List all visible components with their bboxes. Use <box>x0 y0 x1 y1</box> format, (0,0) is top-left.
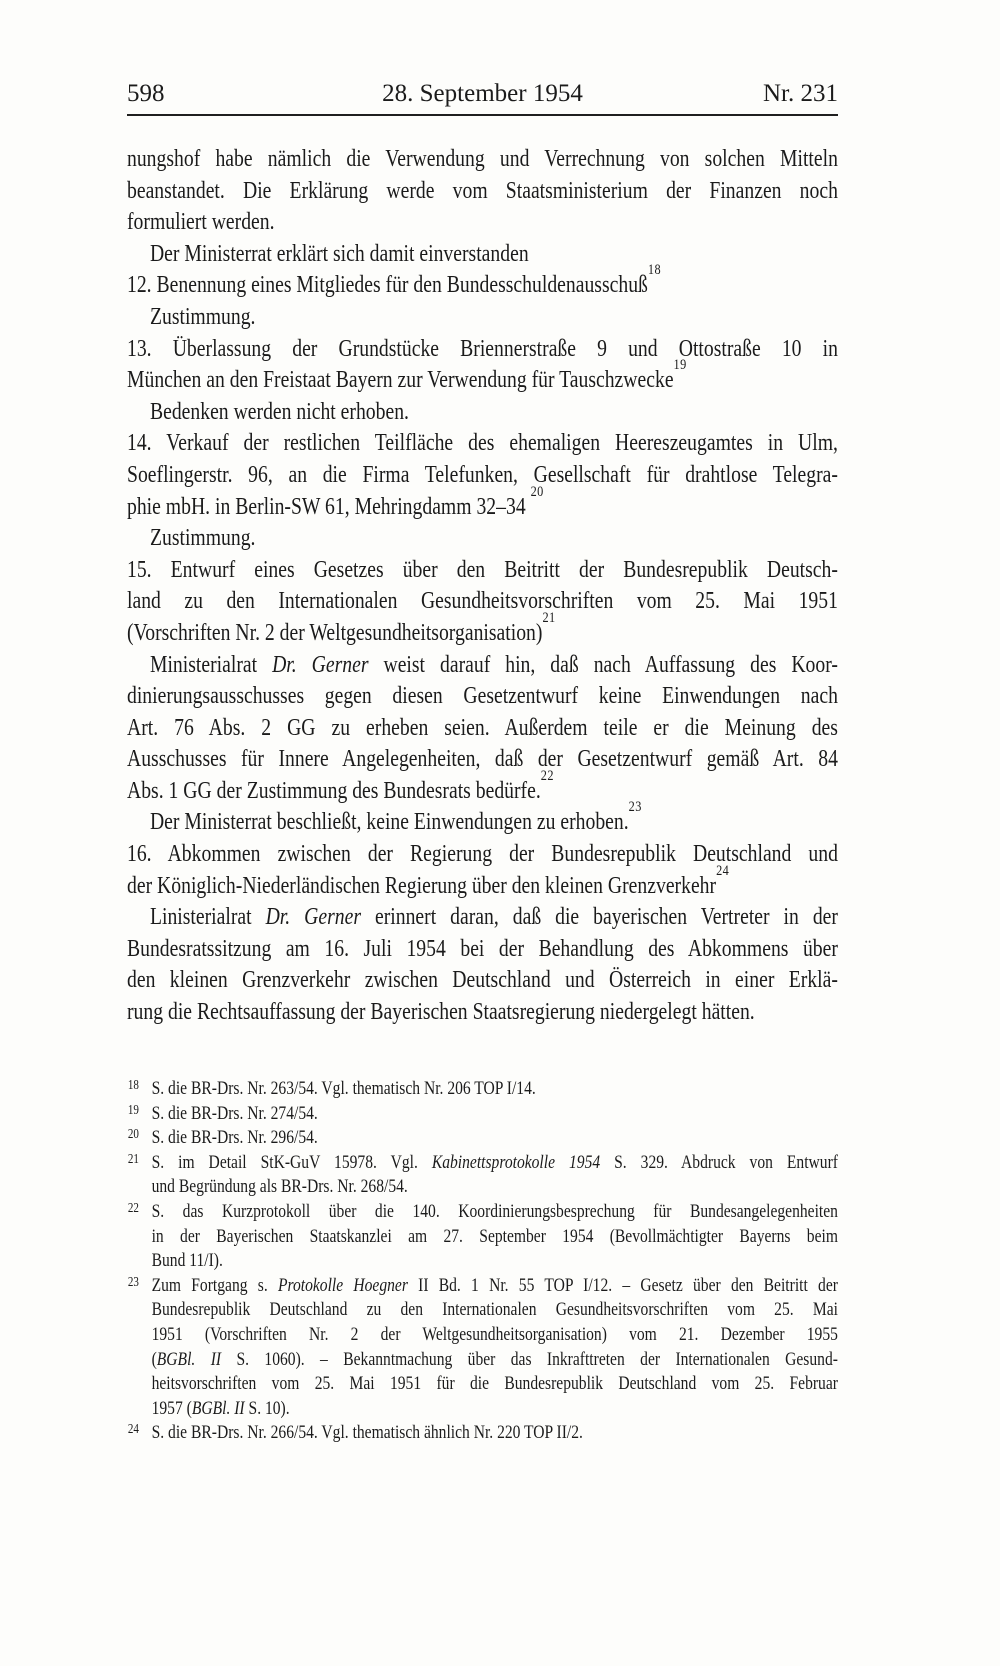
footnote-number: 23 <box>127 1273 139 1289</box>
text-run: Ausschusses für Innere Angelegenheiten, daß der Gesetzentwurf gemäß Art. 84 <box>127 746 838 773</box>
footnote-item <box>127 1200 838 1274</box>
text-line <box>127 144 838 176</box>
paragraph <box>127 144 838 239</box>
footnote-reference: 20 <box>530 483 544 500</box>
paragraph <box>127 397 838 429</box>
italic-text: BGBl. II <box>191 1397 245 1419</box>
text-run: 16. Abkommen zwischen der Regierung der Bundesrepublik Deutschland und <box>127 841 838 868</box>
text-run: dinierungsausschusses gegen diesen Gesetzentwurf keine Einwendungen nach <box>127 683 838 710</box>
paragraph <box>127 555 838 650</box>
paragraph <box>127 650 838 808</box>
text-run: Zustimmung. <box>149 525 256 552</box>
paragraph <box>127 839 838 902</box>
text-line <box>127 609 838 650</box>
text-run: 14. Verkauf der restlichen Teilfläche des ehemaligen Heereszeugamtes in Ulm, <box>127 430 838 457</box>
text-run: S. die BR-Drs. Nr. 263/54. Vgl. thematisch Nr. 206 TOP I/14. <box>151 1078 536 1099</box>
text-run: Bedenken werden nicht erhoben. <box>149 398 409 425</box>
paragraph <box>127 523 838 555</box>
page-number: 598 <box>127 80 165 107</box>
text-run: heitsvorschriften vom 25. Mai 1951 für die Bundesrepublik Deutschland vom 25. Februar <box>151 1373 838 1395</box>
text-line <box>127 460 838 492</box>
text-line <box>127 357 838 397</box>
text-line <box>152 1225 838 1250</box>
doc-number: Nr. 231 <box>763 80 838 107</box>
text-run: 15. Entwurf eines Gesetzes über den Beitritt der Bundesrepublik Deutsch- <box>127 556 838 583</box>
text-run: ( <box>151 1348 157 1370</box>
text-line <box>127 862 838 903</box>
text-run: in der Bayerischen Staatskanzlei am 27. September 1954 (Bevollmächtigter Bayerns beim <box>151 1225 838 1247</box>
footnote-number: 22 <box>127 1199 139 1215</box>
text-line <box>127 839 838 871</box>
footnote-item <box>127 1274 838 1422</box>
text-line <box>127 428 838 460</box>
text-run: S. die BR-Drs. Nr. 296/54. <box>151 1127 318 1149</box>
text-run: 12. Benennung eines Mitgliedes für den Bundesschuldenausschuß <box>127 272 648 299</box>
footnote-number: 24 <box>127 1421 139 1437</box>
paragraph <box>127 239 838 271</box>
text-run: Abs. 1 GG der Zustimmung des Bundesrats bedürfe. <box>127 777 541 804</box>
text-run: nungshof habe nämlich die Verwendung und Verrechnung von solchen Mitteln <box>127 146 838 172</box>
text-line <box>152 1298 838 1323</box>
text-run: erinnert daran, daß die bayerischen Vertreter in der <box>361 904 838 931</box>
text-line <box>152 1249 838 1274</box>
text-line <box>127 902 838 934</box>
text-run: den kleinen Grenzverkehr zwischen Deutschland und Österreich in einer Erklä- <box>127 967 838 994</box>
footnote-item <box>127 1077 838 1102</box>
text-run: und Begründung als BR-Drs. Nr. 268/54. <box>151 1176 408 1198</box>
text-run: weist darauf hin, daß nach Auffassung des Koor- <box>368 651 838 678</box>
text-run: phie mbH. in Berlin-SW 61, Mehringdamm 32–34 <box>127 493 531 520</box>
text-line <box>127 934 838 966</box>
footnote-number: 19 <box>127 1101 139 1117</box>
footnote-item <box>127 1421 838 1446</box>
footnote-reference: 24 <box>716 862 730 879</box>
footnote-number: 20 <box>127 1126 139 1142</box>
footnote-reference: 23 <box>628 799 642 816</box>
text-line <box>152 1077 838 1102</box>
text-run: II Bd. 1 Nr. 55 TOP I/12. – Gesetz über den Beitritt der <box>407 1274 838 1296</box>
body-text <box>127 144 838 1029</box>
footnotes-section <box>127 1077 838 1446</box>
paragraph <box>127 334 838 397</box>
text-run: S. im Detail StK-GuV 15978. Vgl. <box>151 1151 432 1173</box>
italic-text: Dr. Gerner <box>265 904 362 931</box>
text-line <box>152 1397 838 1422</box>
text-line <box>127 799 838 839</box>
text-run: S. 1060). – Bekanntmachung über das Inkrafttreten der Internationalen Gesund- <box>221 1348 838 1370</box>
footnote-item <box>127 1102 838 1127</box>
text-line <box>127 650 838 682</box>
text-line <box>127 239 838 271</box>
footnote-reference: 22 <box>540 767 554 784</box>
footnote-number: 18 <box>127 1077 139 1092</box>
footnote-item <box>127 1151 838 1200</box>
text-run: Soeflingerstr. 96, an die Firma Telefunken, Gesellschaft für drahtlose Telegra- <box>127 461 838 488</box>
footnote-number: 21 <box>127 1150 139 1166</box>
paragraph <box>127 428 838 523</box>
paragraph <box>127 262 838 302</box>
text-run: Bund 11/I). <box>151 1250 223 1272</box>
footnote-item <box>127 1126 838 1151</box>
text-run: Der Ministerrat beschließt, keine Einwendungen zu erhoben. <box>149 809 629 836</box>
paragraph <box>127 902 838 1028</box>
text-line <box>127 713 838 745</box>
text-run: S. 329. Abdruck von Entwurf <box>600 1151 838 1173</box>
text-line <box>152 1175 838 1200</box>
text-run: S. die BR-Drs. Nr. 274/54. <box>151 1102 318 1124</box>
text-run: Art. 76 Abs. 2 GG zu erheben seien. Außerdem teile er die Meinung des <box>127 714 838 741</box>
footnote-reference: 18 <box>647 262 661 279</box>
text-line <box>152 1421 838 1446</box>
text-line <box>152 1274 838 1299</box>
paragraph <box>127 302 838 334</box>
text-run: Zum Fortgang s. <box>151 1274 278 1296</box>
text-line <box>152 1323 838 1348</box>
text-line <box>152 1151 838 1176</box>
text-line <box>127 744 838 776</box>
text-run: Bundesrepublik Deutschland zu den Internationalen Gesundheitsvorschriften vom 25. Mai <box>151 1299 838 1321</box>
footnote-reference: 19 <box>673 357 687 374</box>
text-line <box>127 555 838 587</box>
text-run: Ministerialrat <box>149 651 273 678</box>
text-run: rung die Rechtsauffassung der Bayerischen Staatsregierung niedergelegt hätten. <box>127 999 755 1026</box>
text-line <box>127 681 838 713</box>
text-run: S. 10). <box>244 1397 290 1419</box>
header-rule <box>127 114 838 116</box>
text-run: S. die BR-Drs. Nr. 266/54. Vgl. thematisch ähnlich Nr. 220 TOP II/2. <box>151 1422 583 1444</box>
text-line <box>127 767 838 808</box>
text-run: beanstandet. Die Erklärung werde vom Staatsministerium der Finanzen noch <box>127 177 838 204</box>
italic-text: BGBl. II <box>156 1348 222 1370</box>
text-line <box>152 1200 838 1225</box>
header-date: 28. September 1954 <box>382 80 583 107</box>
text-line <box>127 176 838 208</box>
text-run: 13. Überlassung der Grundstücke Briennerstraße 9 und Ottostraße 10 in <box>127 335 838 362</box>
italic-text: Kabinettsprotokolle 1954 <box>431 1151 601 1173</box>
text-line <box>127 586 838 618</box>
text-run: Der Ministerrat erklärt sich damit einverstanden <box>149 240 529 267</box>
text-line <box>152 1348 838 1373</box>
text-line <box>127 334 838 366</box>
text-line <box>127 997 838 1029</box>
text-line <box>127 262 838 302</box>
text-line <box>127 397 838 429</box>
text-run: der Königlich-Niederländischen Regierung über den kleinen Grenzverkehr <box>127 872 717 899</box>
text-line <box>152 1126 838 1151</box>
text-run: Bundesratssitzung am 16. Juli 1954 bei der Behandlung des Abkommens über <box>127 935 838 962</box>
italic-text: Protokolle Hoegner <box>277 1274 408 1296</box>
footnote-reference: 21 <box>542 609 556 626</box>
text-run: S. das Kurzprotokoll über die 140. Koordinierungsbesprechung für Bundesangelegenheiten <box>151 1200 838 1222</box>
text-run: formuliert werden. <box>127 209 275 236</box>
text-run: München an den Freistaat Bayern zur Verwendung für Tauschzwecke <box>127 367 674 394</box>
text-run: Linisterialrat <box>149 904 266 931</box>
text-line <box>127 483 838 524</box>
text-run: Zustimmung. <box>149 303 256 330</box>
text-line <box>127 302 838 334</box>
text-run: (Vorschriften Nr. 2 der Weltgesundheitsorganisation) <box>127 619 543 646</box>
text-line <box>127 523 838 555</box>
text-line <box>152 1102 838 1127</box>
text-line <box>127 965 838 997</box>
italic-text: Dr. Gerner <box>272 651 369 678</box>
text-line <box>152 1372 838 1397</box>
text-run: land zu den Internationalen Gesundheitsvorschriften vom 25. Mai 1951 <box>127 588 838 615</box>
text-run: 1951 (Vorschriften Nr. 2 der Weltgesundheitsorganisation) vom 21. Dezember 1955 <box>151 1323 838 1345</box>
paragraph <box>127 799 838 839</box>
text-run: 1957 ( <box>151 1397 192 1419</box>
text-line <box>127 207 838 239</box>
